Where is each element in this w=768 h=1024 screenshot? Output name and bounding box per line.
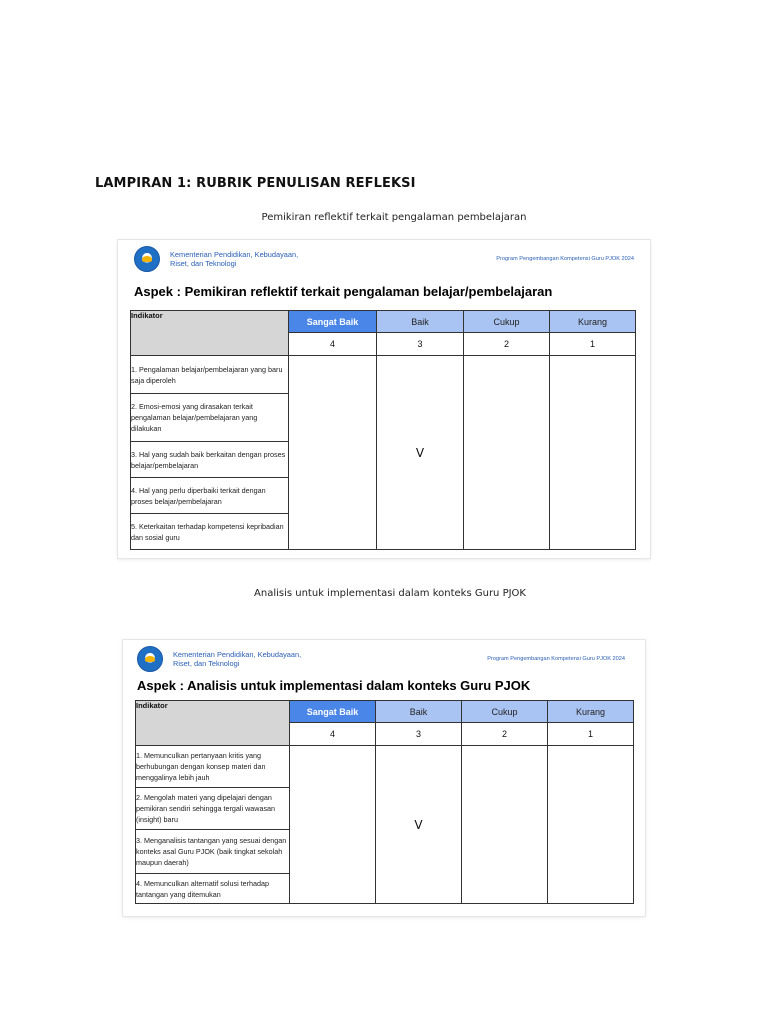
- rubric-table: [135, 700, 634, 904]
- section-subtitle: Analisis untuk implementasi dalam konteks Guru PJOK: [254, 588, 526, 599]
- check-cell-cukup: [462, 746, 548, 904]
- check-cell-sangat-baik: [289, 356, 377, 550]
- ministry-logo-icon: [137, 646, 163, 672]
- aspect-title: Aspek : Analisis untuk implementasi dalam konteks Guru PJOK: [137, 678, 531, 693]
- score-3: 3: [376, 723, 462, 746]
- indicator-item: 5. Keterkaitan terhadap kompetensi kepribadian dan sosial guru: [131, 514, 289, 550]
- ministry-name: Kementerian Pendidikan, Kebudayaan, Riset, dan Teknologi: [173, 650, 302, 668]
- program-name: Program Pengembangan Kompetensi Guru PJOK 2024: [487, 656, 625, 662]
- indicator-item: 2. Mengolah materi yang dipelajari dengan pemikiran sendiri sehingga tergali wawasan (insight) baru: [136, 788, 290, 830]
- indicator-item: 1. Memunculkan pertanyaan kritis yang berhubungan dengan konsep materi dan menggalinya lebih jauh: [136, 746, 290, 788]
- indicator-header: Indikator: [136, 701, 290, 746]
- check-mark: V: [414, 817, 423, 832]
- level-sangat-baik: Sangat Baik: [290, 701, 376, 723]
- check-cell-kurang: [550, 356, 636, 550]
- score-2: 2: [462, 723, 548, 746]
- check-mark: V: [415, 445, 425, 460]
- level-kurang: Kurang: [548, 701, 634, 723]
- ministry-header: [134, 246, 310, 272]
- check-cell-baik: [377, 356, 464, 550]
- ministry-logo-icon: [134, 246, 160, 272]
- indicator-item: 3. Menganalisis tantangan yang sesuai dengan konteks asal Guru PJOK (baik tingkat sekolah maupun daerah): [136, 830, 290, 874]
- check-cell-cukup: [464, 356, 550, 550]
- level-cukup: Cukup: [464, 311, 550, 333]
- section-subtitle: Pemikiran reflektif terkait pengalaman pembelajaran: [261, 212, 527, 223]
- check-cell-kurang: [548, 746, 634, 904]
- indicator-header: Indikator: [131, 311, 289, 356]
- score-1: 1: [550, 333, 636, 356]
- score-1: 1: [548, 723, 634, 746]
- score-2: 2: [464, 333, 550, 356]
- ministry-name: Kementerian Pendidikan, Kebudayaan, Riset, dan Teknologi: [170, 250, 299, 268]
- level-sangat-baik: Sangat Baik: [289, 311, 377, 333]
- rubric-image-analysis: [123, 640, 645, 916]
- rubric-table: [130, 310, 636, 550]
- program-name: Program Pengembangan Kompetensi Guru PJOK 2024: [496, 256, 634, 262]
- indicator-item: 3. Hal yang sudah baik berkaitan dengan proses belajar/pembelajaran: [131, 442, 289, 478]
- indicator-item: 1. Pengalaman belajar/pembelajaran yang baru saja diperoleh: [131, 356, 289, 394]
- rubric-image-reflection: [118, 240, 650, 558]
- level-baik: Baik: [377, 311, 464, 333]
- score-4: 4: [289, 333, 377, 356]
- check-cell-baik: [376, 746, 462, 904]
- indicator-item: 2. Emosi-emosi yang dirasakan terkait pengalaman belajar/pembelajaran yang dilakukan: [131, 394, 289, 442]
- indicator-item: 4. Memunculkan alternatif solusi terhadap tantangan yang ditemukan: [136, 874, 290, 904]
- level-kurang: Kurang: [550, 311, 636, 333]
- aspect-title: Aspek : Pemikiran reflektif terkait pengalaman belajar/pembelajaran: [134, 284, 553, 299]
- score-4: 4: [290, 723, 376, 746]
- score-3: 3: [377, 333, 464, 356]
- check-cell-sangat-baik: [290, 746, 376, 904]
- indicator-item: 4. Hal yang perlu diperbaiki terkait dengan proses belajar/pembelajaran: [131, 478, 289, 514]
- ministry-header: [137, 646, 313, 672]
- level-cukup: Cukup: [462, 701, 548, 723]
- page-heading: LAMPIRAN 1: RUBRIK PENULISAN REFLEKSI: [95, 176, 416, 191]
- level-baik: Baik: [376, 701, 462, 723]
